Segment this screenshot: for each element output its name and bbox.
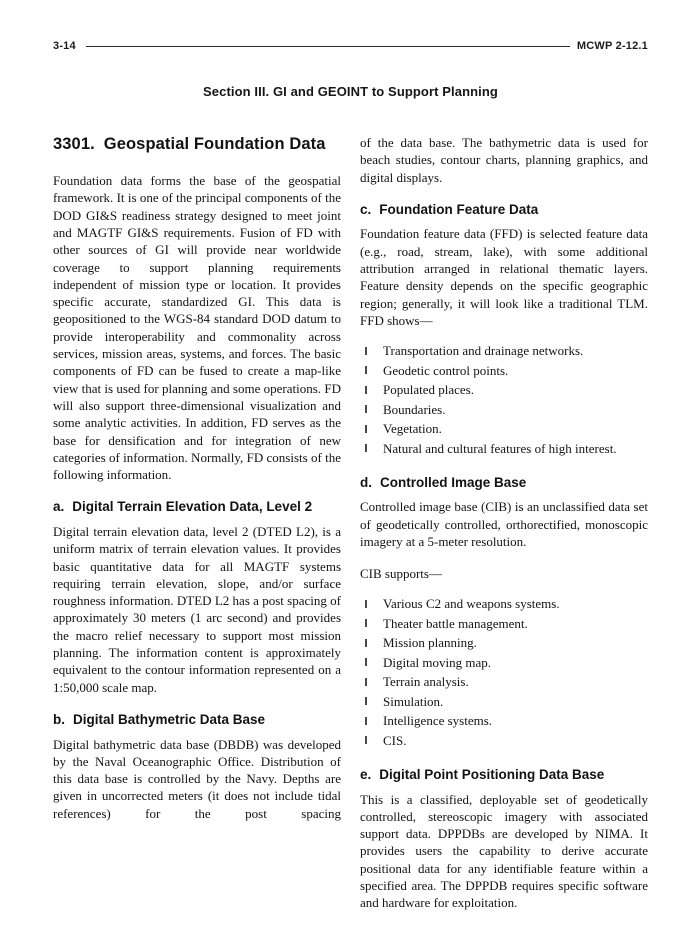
list-item-text: Transportation and drainage networks. [383, 343, 584, 359]
heading-cib [360, 474, 648, 492]
list-item [360, 693, 648, 710]
bullet-icon [365, 386, 367, 394]
bullet-icon [365, 405, 367, 413]
bullet-icon [365, 697, 367, 705]
heading-dppdb-title: Digital Point Positioning Data Base [379, 766, 605, 782]
left-column [53, 134, 341, 927]
heading-dted [53, 498, 341, 516]
header-rule [86, 46, 570, 47]
list-item [360, 634, 648, 651]
heading-cib-label: d. [360, 474, 372, 490]
list-item [360, 342, 648, 359]
article-title: Geospatial Foundation Data [103, 135, 326, 153]
list-item-text: Simulation. [383, 693, 444, 709]
list-item [360, 440, 648, 457]
bullet-icon [365, 425, 367, 433]
bullet-icon [365, 678, 367, 686]
bullet-icon [365, 347, 367, 355]
heading-dppdb [360, 766, 648, 784]
list-item [360, 362, 648, 379]
ffd-paragraph: Foundation feature data (FFD) is selected feature data (e.g., road, stream, lake), with some additional attribution arranged in relational thematic layers. Feature density depends on the specific geographic region; generally, it will look like a traditional TLM. FFD shows— [360, 226, 648, 328]
list-item-text: CIS. [383, 732, 407, 748]
heading-dbdb [53, 711, 341, 729]
list-item-text: Digital moving map. [383, 654, 491, 670]
heading-dted-title: Digital Terrain Elevation Data, Level 2 [72, 499, 313, 515]
list-item [360, 381, 648, 398]
bullet-icon [365, 658, 367, 666]
two-column-body [53, 134, 648, 927]
page-header [53, 40, 648, 52]
doc-code: MCWP 2-12.1 [576, 40, 648, 52]
heading-dbdb-title: Digital Bathymetric Data Base [73, 711, 266, 727]
heading-cib-title: Controlled Image Base [380, 474, 527, 490]
cib-bullet-list [360, 595, 648, 749]
heading-dted-label: a. [53, 499, 65, 515]
heading-ffd [360, 201, 648, 219]
bullet-icon [365, 600, 367, 608]
list-item-text: Theater battle management. [383, 615, 528, 631]
section-title: Section III. GI and GEOINT to Support Planning [203, 84, 498, 99]
dppdb-paragraph: This is a classified, deployable set of geodetically controlled, stereoscopic imagery with associated support data. DPPDBs are developed by NIMA. It provides users the capability to derive accurate positional data for any identifiable feature within a specified area. The DPPDB requires specific software and hardware for exploitation. [360, 791, 648, 911]
list-item-text: Vegetation. [383, 421, 442, 437]
bullet-icon [365, 639, 367, 647]
article-heading [53, 134, 341, 155]
list-item [360, 615, 648, 632]
bullet-icon [365, 366, 367, 374]
heading-dbdb-label: b. [53, 711, 65, 727]
list-item [360, 673, 648, 690]
ffd-bullet-list [360, 342, 648, 457]
heading-ffd-title: Foundation Feature Data [379, 201, 539, 217]
bullet-icon [365, 736, 367, 744]
cib-paragraph: Controlled image base (CIB) is an unclassified data set of geodetically controlled, orthorectified, monoscopic imagery at a 5-meter resolution. [360, 499, 648, 549]
bullet-icon [365, 717, 367, 725]
list-item [360, 712, 648, 729]
list-item-text: Geodetic control points. [383, 362, 509, 378]
list-item-text: Populated places. [383, 382, 474, 398]
heading-ffd-label: c. [360, 201, 372, 217]
list-item-text: Various C2 and weapons systems. [383, 596, 560, 612]
cib-supports-lead: CIB supports— [360, 566, 442, 582]
right-column [360, 134, 648, 927]
list-item [360, 732, 648, 749]
page-number: 3-14 [53, 40, 76, 52]
list-item-text: Intelligence systems. [383, 713, 493, 729]
heading-dppdb-label: e. [360, 766, 372, 782]
list-item-text: Terrain analysis. [383, 674, 469, 690]
list-item-text: Natural and cultural features of high interest. [383, 440, 617, 456]
bullet-icon [365, 619, 367, 627]
dted-paragraph: Digital terrain elevation data, level 2 (DTED L2), is a uniform matrix of terrain elevation values. It provides basic quantitative data for all MAGTF systems requiring terrain elevation, slope, and/or surface roughness information. DTED L2 has a post spacing of approximately 30 meters (1 arc second) and provides the macro relief necessary to support most mission planning. The information content is approximately equivalent to the contour information represented on a 1:50,000 scale map. [53, 524, 341, 695]
bullet-icon [365, 444, 367, 452]
list-item [360, 654, 648, 671]
list-item-text: Boundaries. [383, 401, 446, 417]
dbdb-paragraph-continued: of the data base. The bathymetric data is used for beach studies, contour charts, planning graphics, and digital displays. [360, 135, 648, 185]
list-item [360, 595, 648, 612]
list-item-text: Mission planning. [383, 635, 477, 651]
dbdb-paragraph-left: Digital bathymetric data base (DBDB) was developed by the Naval Oceanographic Office. Distribution of this data base is controlled by the Navy. Depths are given in uncorrected meters (it does not include tidal references) for the post spacing [53, 736, 341, 821]
list-item [360, 420, 648, 437]
article-number: 3301. [53, 135, 95, 153]
list-item [360, 401, 648, 418]
article-intro-paragraph: Foundation data forms the base of the geospatial framework. It is one of the principal components of the DOD GI&S readiness strategy designed to meet joint and MAGTF GI&S requirements. Fusion of FD with other sources of GI will provide near worldwide coverage to support planning requirements independent of mission type or location. It provides specific accurate, standardized GI. This data is geopositioned to the WGS-84 standard DOD datum to provide interoperability and commonality across services, mission areas, systems, and forces. The basic components of FD can be fused to create a map-like view that is used for planning and some operations. FD will also support three-dimensional visualization and some analytic activities. In addition, FD serves as the base for densification and for integration of new categories of information. Normally, FD consists of the following information. [53, 173, 341, 483]
